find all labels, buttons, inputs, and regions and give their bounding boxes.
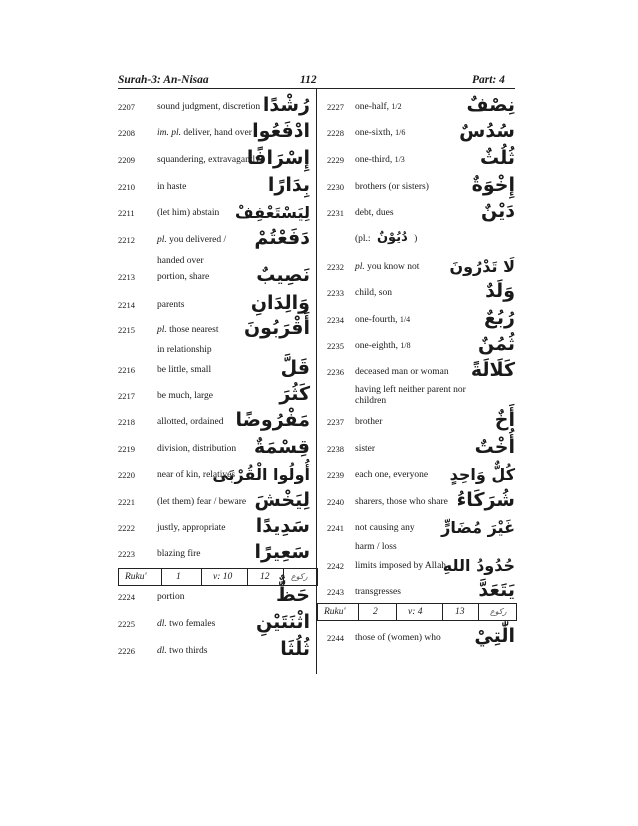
entry-number: 2228: [327, 128, 344, 138]
surah-title: Surah-3: An-Nisaa: [118, 74, 209, 86]
dictionary-entry: [118, 383, 310, 405]
grammar-tag: dl.: [157, 646, 167, 656]
entry-meaning-line: [157, 520, 226, 536]
entry-number: 2208: [118, 128, 135, 138]
entry-arabic-word: أُولُوا الْقُرْبَى: [212, 465, 310, 484]
entry-number: 2214: [118, 300, 135, 310]
dictionary-entry: [327, 147, 515, 169]
entry-number: 2212: [118, 235, 135, 245]
entry-arabic-word: وَلَدٌ: [485, 280, 515, 302]
entry-meaning-line: [157, 205, 219, 221]
dictionary-entry: [118, 292, 310, 314]
entry-meaning-line: [355, 152, 405, 168]
entry-meaning: debt, dues: [355, 208, 394, 218]
entry-arabic-word: نِصْفٌ: [466, 94, 515, 116]
entry-meaning: two females: [169, 619, 216, 629]
entry-arabic-word: غَيْرَ مُضَارٍّ: [441, 518, 515, 537]
entry-meaning: those nearest: [169, 325, 219, 335]
dictionary-entry: [327, 259, 515, 275]
entry-number: 2241: [327, 523, 344, 533]
dictionary-entry: [327, 436, 515, 458]
entry-meaning: two thirds: [169, 646, 208, 656]
entry-arabic-word: بِدَارًا: [267, 174, 310, 196]
entry-meaning: justly, appropriate: [157, 523, 226, 533]
entry-number: 2227: [327, 102, 344, 112]
dictionary-entry: [118, 515, 310, 537]
entry-meaning-line: [355, 441, 375, 457]
ruku-divider: [283, 569, 284, 585]
ruku-label: Ruku': [324, 607, 346, 617]
entry-number: 2215: [118, 325, 135, 335]
entry-meaning-line: [355, 259, 419, 275]
dictionary-entry: [327, 489, 515, 511]
entry-arabic-word: دَيْنٌ: [481, 200, 515, 222]
entry-meaning-line: [157, 99, 260, 115]
ruku-count: 12: [260, 572, 270, 582]
ruku-divider: [247, 569, 248, 585]
entry-arabic-word: أَخٌ: [494, 409, 515, 431]
entry-2241-continuation: harm / loss: [355, 542, 397, 552]
entry-meaning: each one, everyone: [355, 470, 429, 480]
dictionary-entry: [327, 467, 515, 483]
entry-arabic-word: كُلٌّ وَاحِدٍ: [449, 465, 515, 484]
entry-arabic-word: لِيَسْتَعْفِفْ: [235, 203, 310, 222]
entry-number: 2229: [327, 155, 344, 165]
entry-number: 2221: [118, 497, 135, 507]
ruku-box-left: [118, 568, 318, 586]
entry-meaning-line: [157, 643, 207, 659]
entry-meaning: sound judgment, discretion: [157, 102, 261, 112]
ruku-divider: [201, 569, 202, 585]
entry-meaning: you know not: [367, 262, 420, 272]
entry-meaning: sister: [355, 444, 376, 454]
entry-fraction: 1/3: [394, 155, 405, 164]
entry-meaning-line: [355, 125, 405, 141]
entry-meaning-line: [355, 205, 394, 221]
entry-meaning-line: [355, 99, 402, 115]
entry-number: 2237: [327, 417, 344, 427]
entry-arabic-word: رُشْدًا: [262, 94, 310, 116]
entry-arabic-word: إِخْوَةٌ: [471, 174, 515, 196]
entry-meaning: one-eighth,: [355, 341, 401, 351]
entry-number: 2209: [118, 155, 135, 165]
entry-meaning: be little, small: [157, 365, 212, 375]
dictionary-entry: [118, 638, 310, 660]
entry-meaning: you delivered /: [169, 235, 227, 245]
dictionary-entry: [327, 200, 515, 222]
entry-meaning: (let them) fear / beware: [157, 497, 247, 507]
entry-meaning: division, distribution: [157, 444, 237, 454]
dictionary-entry: [327, 280, 515, 302]
dictionary-entry: [118, 584, 310, 606]
entry-number: 2235: [327, 341, 344, 351]
entry-number: 2243: [327, 587, 344, 597]
entry-meaning-line: [157, 388, 213, 404]
entry-arabic-word: قِسْمَةٌ: [253, 436, 310, 458]
entry-meaning: portion: [157, 592, 185, 602]
page-number: 112: [300, 74, 317, 86]
entry-meaning: allotted, ordained: [157, 417, 224, 427]
entry-meaning-line: [157, 125, 252, 141]
entry-meaning: brothers (or sisters): [355, 182, 429, 192]
entry-arabic-word: سُدُسٌ: [459, 120, 515, 142]
entry-meaning-line: [157, 494, 246, 510]
column-divider: [316, 89, 317, 674]
entry-number: 2236: [327, 367, 344, 377]
deceased-note-line1: having left neither parent nor: [355, 385, 466, 395]
entry-arabic-word: يَتَعَدَّ: [478, 579, 515, 601]
entry-meaning: deceased man or woman: [355, 367, 449, 377]
entry-meaning: blazing fire: [157, 549, 201, 559]
entry-meaning: transgresses: [355, 587, 401, 597]
entry-meaning: squandering, extravagantly: [157, 155, 260, 165]
entry-meaning-line: [355, 558, 446, 574]
entry-number: 2232: [327, 262, 344, 272]
entry-meaning: be much, large: [157, 391, 214, 401]
entry-meaning: one-third,: [355, 155, 395, 165]
dictionary-entry: [327, 333, 515, 355]
entry-meaning-line: [355, 584, 401, 600]
entry-meaning-line: [157, 362, 211, 378]
ruku-divider: [442, 604, 443, 620]
dictionary-entry: [327, 174, 515, 196]
ruku-box-right: [317, 603, 517, 621]
entry-meaning: brother: [355, 417, 383, 427]
entry-number: 2218: [118, 417, 135, 427]
entry-meaning-line: [157, 269, 209, 285]
ruku-label: Ruku': [125, 572, 147, 582]
dictionary-entry: [327, 94, 515, 116]
entry-meaning-line: [157, 616, 215, 632]
entry-meaning-line: [157, 414, 223, 430]
entry-arabic-word: أَقْرَبُونَ: [243, 317, 310, 339]
dictionary-entry: [118, 120, 310, 142]
dictionary-entry: [327, 409, 515, 431]
entry-meaning: portion, share: [157, 272, 210, 282]
entry-meaning-line: [355, 364, 449, 380]
dictionary-entry: [327, 625, 515, 647]
entry-arabic-word: دَفَعْتُمْ: [254, 227, 310, 249]
entry-meaning-line: [157, 322, 218, 338]
entry-number: 2242: [327, 561, 344, 571]
entry-number: 2211: [118, 208, 135, 218]
entry-meaning: those of (women) who: [355, 633, 441, 643]
entry-number: 2213: [118, 272, 135, 282]
entry-arabic-word: رُبُعٌ: [483, 307, 515, 329]
entry-number: 2244: [327, 633, 344, 643]
dictionary-entry: [327, 307, 515, 329]
entry-fraction: 1/4: [399, 315, 411, 324]
entry-meaning: one-sixth,: [355, 128, 396, 138]
entry-number: 2224: [118, 592, 135, 602]
entry-fraction: 1/2: [391, 102, 402, 111]
entry-arabic-word: سَعِيرًا: [254, 541, 310, 563]
deceased-note-line2: children: [355, 396, 387, 406]
entry-meaning-line: [157, 152, 260, 168]
dictionary-entry: [118, 436, 310, 458]
entry-meaning: one-fourth,: [355, 315, 400, 325]
grammar-tag: pl.: [157, 235, 167, 245]
entry-number: 2220: [118, 470, 135, 480]
entry-number: 2239: [327, 470, 344, 480]
entry-fraction: 1/8: [400, 341, 411, 350]
dictionary-entry: [327, 120, 515, 142]
ruku-arabic: رکوع: [490, 607, 507, 616]
entry-arabic-word: سَدِيدًا: [255, 515, 310, 537]
dictionary-entry: [118, 227, 310, 249]
entry-number: 2233: [327, 288, 344, 298]
entry-meaning-line: [157, 546, 201, 562]
entry-number: 2223: [118, 549, 135, 559]
dictionary-entry: [118, 94, 310, 116]
dictionary-entry: [118, 409, 310, 431]
entry-meaning-line: [355, 494, 448, 510]
dictionary-entry: [118, 611, 310, 633]
entry-meaning: in haste: [157, 182, 187, 192]
entry-arabic-word: لَا تَدْرُونَ: [449, 257, 515, 276]
ruku-divider: [478, 604, 479, 620]
ruku-verses: v: 4: [408, 607, 423, 617]
dictionary-entry: [118, 147, 310, 169]
entry-number: 2226: [118, 646, 135, 656]
entry-number: 2217: [118, 391, 135, 401]
entry-number: 2207: [118, 102, 135, 112]
entry-meaning: limits imposed by Allah: [355, 561, 447, 571]
entry-meaning-line: [355, 338, 411, 354]
entry-arabic-word: كَلَالَةً: [470, 359, 515, 381]
dictionary-entry: [327, 520, 515, 536]
grammar-tag: pl.: [355, 262, 365, 272]
entry-meaning-line: [355, 312, 410, 328]
ruku-verses: v: 10: [213, 572, 233, 582]
entry-meaning-line: [355, 630, 441, 646]
dictionary-entry: [118, 489, 310, 511]
entry-arabic-word: وَالِدَانِ: [250, 292, 310, 314]
dictionary-entry: [118, 174, 310, 196]
ruku-divider: [396, 604, 397, 620]
dictionary-entry: [327, 359, 515, 381]
entry-arabic-word: لِيَخْشَ: [254, 489, 310, 511]
entry-2212-continuation: handed over: [157, 256, 204, 266]
dictionary-entry: [118, 264, 310, 286]
grammar-tag: dl.: [157, 619, 167, 629]
dictionary-entry: [327, 579, 515, 601]
entry-arabic-word: ثُلُثٌ: [479, 147, 515, 169]
entry-arabic-word: الّٰتِيْ: [474, 625, 515, 647]
dictionary-entry: [118, 467, 310, 483]
entry-arabic-word: كَثُرَ: [279, 383, 310, 405]
entry-number: 2231: [327, 208, 344, 218]
entry-meaning-line: [355, 414, 382, 430]
entry-fraction: 1/6: [395, 128, 406, 137]
entry-meaning-line: [157, 232, 226, 248]
entry-meaning-line: [355, 179, 429, 195]
entry-number: 2225: [118, 619, 135, 629]
entry-arabic-word: مَفْرُوضًا: [235, 409, 310, 431]
entry-arabic-word: ثُلُثَا: [280, 638, 310, 660]
entry-meaning: (let him) abstain: [157, 208, 220, 218]
ruku-divider: [358, 604, 359, 620]
entry-meaning-line: [157, 297, 184, 313]
entry-arabic-word: إِسْرَافًا: [246, 147, 310, 169]
ruku-divider: [161, 569, 162, 585]
dictionary-entry: [118, 205, 310, 221]
entry-meaning-line: [355, 520, 415, 536]
debt-plural-label: (pl.:: [355, 234, 371, 244]
entry-number: 2234: [327, 315, 344, 325]
entry-meaning: deliver, hand over: [183, 128, 252, 138]
entry-arabic-word: حُدُودُ اللهِ: [442, 556, 515, 575]
entry-arabic-word: اثْنَتَيْنِ: [255, 611, 310, 633]
ruku-arabic: رکوع: [291, 572, 308, 581]
entry-meaning: parents: [157, 300, 185, 310]
entry-meaning: near of kin, relatives: [157, 470, 236, 480]
ruku-count: 13: [455, 607, 465, 617]
entry-meaning-line: [355, 285, 392, 301]
grammar-tag: im. pl.: [157, 128, 182, 138]
entry-arabic-word: نَصِيبٌ: [256, 264, 310, 286]
debt-plural-close: ): [414, 234, 418, 244]
entry-meaning: one-half,: [355, 102, 392, 112]
entry-number: 2210: [118, 182, 135, 192]
entry-meaning-line: [157, 441, 236, 457]
entry-meaning-line: [157, 179, 186, 195]
debt-plural-note: [355, 232, 417, 245]
entry-arabic-word: أُخْتٌ: [474, 436, 515, 458]
entry-meaning: not causing any: [355, 523, 415, 533]
debt-plural-arabic: دُيُوْنٌ: [376, 230, 408, 245]
dictionary-entry: [327, 558, 515, 574]
entry-number: 2219: [118, 444, 135, 454]
entry-arabic-word: حَظٌّ: [275, 584, 310, 606]
entry-meaning: sharers, those who share: [355, 497, 448, 507]
entry-arabic-word: ثُمُنٌ: [478, 333, 515, 355]
part-label: Part: 4: [472, 74, 505, 86]
dictionary-entry: [118, 541, 310, 563]
entry-arabic-word: قَلَّ: [280, 357, 310, 379]
entry-meaning-line: [355, 467, 428, 483]
grammar-tag: pl.: [157, 325, 167, 335]
entry-number: 2238: [327, 444, 344, 454]
ruku-number: 1: [176, 572, 181, 582]
entry-meaning: child, son: [355, 288, 392, 298]
dictionary-entry: [118, 317, 310, 339]
entry-2215-continuation: in relationship: [157, 345, 212, 355]
entry-meaning-line: [157, 589, 184, 605]
entry-arabic-word: شُرَكَاءُ: [456, 489, 515, 511]
entry-number: 2240: [327, 497, 344, 507]
deceased-note: [355, 385, 466, 407]
ruku-number: 2: [373, 607, 378, 617]
entry-number: 2222: [118, 523, 135, 533]
entry-number: 2216: [118, 365, 135, 375]
entry-arabic-word: ادْفَعُوا: [252, 120, 310, 142]
entry-number: 2230: [327, 182, 344, 192]
dictionary-entry: [118, 357, 310, 379]
